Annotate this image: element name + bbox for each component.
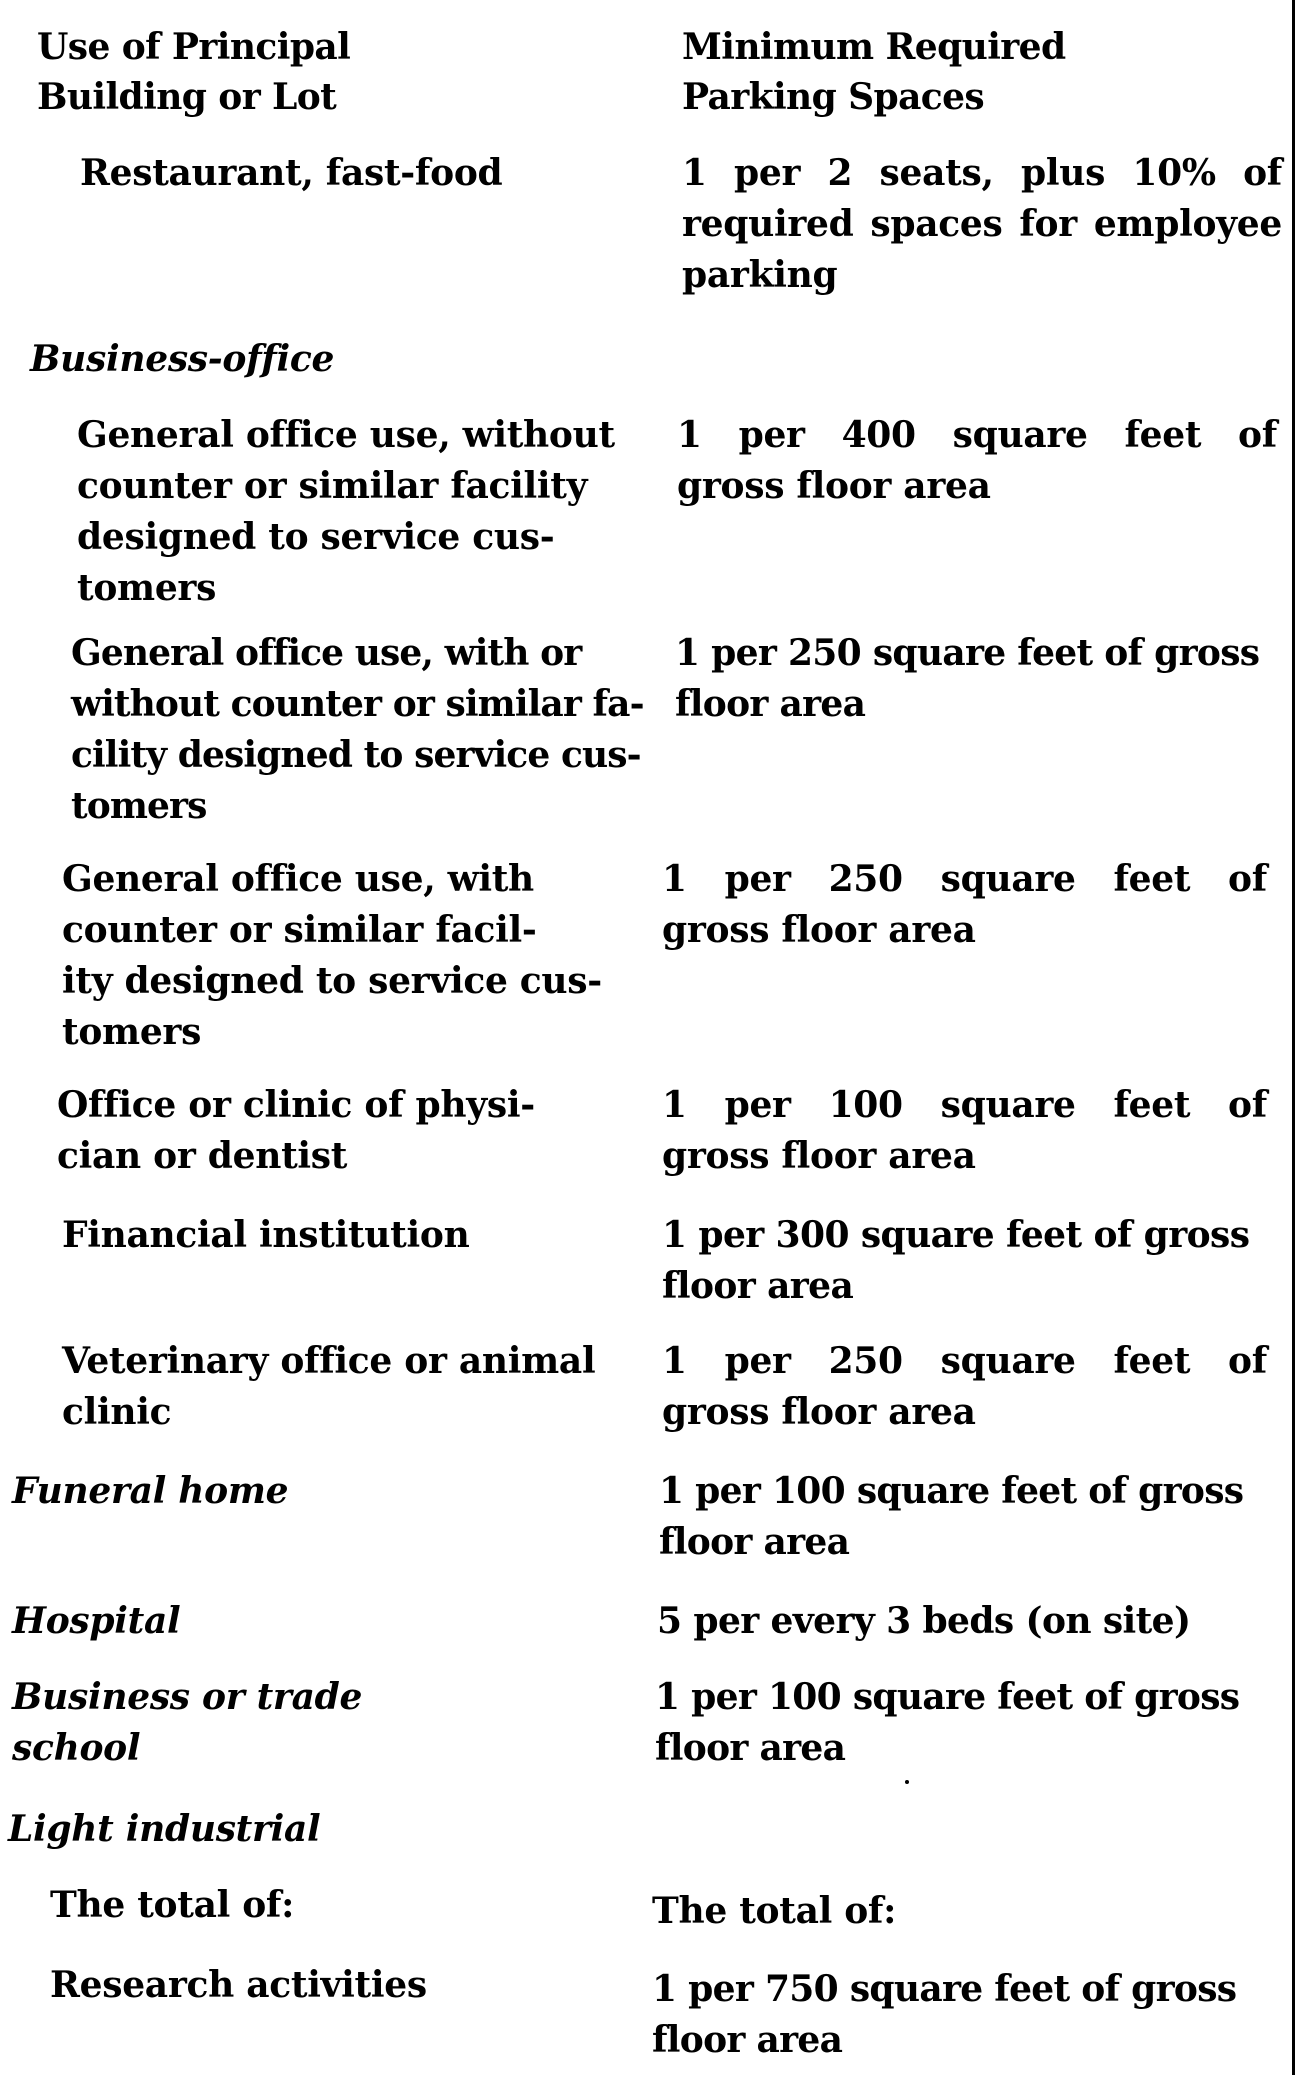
use-general-office-without: General office use, without counter or similar facility designed to service cus- tomers — [77, 414, 615, 609]
use-general-office-with: General office use, with counter or similar facil- ity designed to service cus- tomers — [62, 858, 602, 1053]
parking-funeral-home: 1 per 100 square feet of gross floor area — [659, 1470, 1244, 1563]
use-financial-institution: Financial institution — [62, 1214, 470, 1256]
use-total-of: The total of: — [50, 1884, 295, 1926]
header-use — [37, 22, 350, 122]
use-general-office-with-or-without: General office use, with or without counter or similar fa- cility designed to service cus- tomers — [71, 632, 644, 827]
use-physician-dentist: Office or clinic of physi- cian or dentist — [57, 1084, 535, 1177]
use-restaurant: Restaurant, fast-food — [80, 152, 503, 194]
use-business-office: Business-office — [30, 338, 335, 380]
use-business-trade-school: Business or trade school — [12, 1676, 363, 1769]
use-research-activities: Research activities — [50, 1964, 427, 2006]
parking-general-office-without: 1 per 400 square feet of gross floor area — [677, 414, 1277, 507]
parking-physician-dentist: 1 per 100 square feet of gross floor area — [662, 1084, 1267, 1177]
use-veterinary: Veterinary office or animal clinic — [62, 1340, 596, 1433]
header-parking — [682, 22, 1066, 122]
stray-dot — [905, 1780, 909, 1784]
parking-research-activities: 1 per 750 square feet of gross floor area — [652, 1968, 1237, 2061]
use-hospital: Hospital — [12, 1600, 181, 1642]
parking-restaurant: 1 per 2 seats, plus 10% of required spaces for employee parking — [682, 152, 1282, 296]
header-parking-line: Parking Spaces — [682, 76, 985, 118]
header-use-line: Use of Principal — [37, 26, 351, 68]
parking-financial-institution: 1 per 300 square feet of gross floor area — [662, 1214, 1250, 1307]
parking-veterinary: 1 per 250 square feet of gross floor area — [662, 1340, 1267, 1433]
use-funeral-home: Funeral home — [12, 1470, 289, 1512]
parking-general-office-with: 1 per 250 square feet of gross floor area — [662, 858, 1267, 951]
parking-total-of: The total of: — [652, 1890, 897, 1932]
right-border-rule — [1292, 0, 1295, 2075]
parking-business-trade-school: 1 per 100 square feet of gross floor area — [655, 1676, 1240, 1769]
parking-general-office-with-or-without: 1 per 250 square feet of gross floor area — [675, 632, 1260, 725]
header-use-line: Building or Lot — [37, 76, 337, 118]
parking-hospital: 5 per every 3 beds (on site) — [657, 1600, 1191, 1642]
use-light-industrial: Light industrial — [8, 1808, 321, 1850]
header-parking-line: Minimum Required — [682, 26, 1066, 68]
